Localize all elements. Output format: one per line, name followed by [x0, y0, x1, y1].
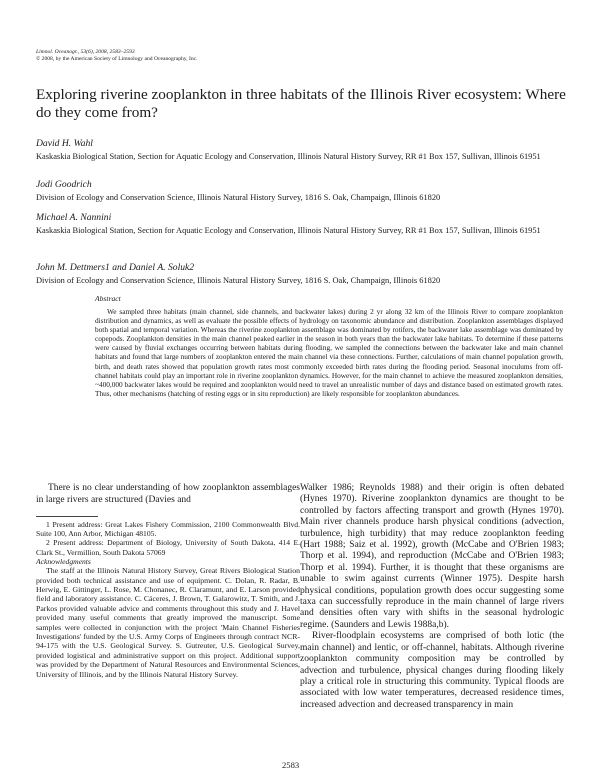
author-name: Michael A. Nannini: [36, 212, 112, 223]
body-paragraph: Walker 1986; Reynolds 1988) and their origin is often debated (Hynes 1970). Riverine zooplankton dynamics are thought to be controlled by factors affecting transport and growth (Hynes 1970). Main river channels produce harsh physical conditions (advection, turbulence, high turbidity) that may reduce zooplankton feeding (Hart 1988; Saiz et al. 1992), growth (McCabe and O'Brien 1983; Thorp et al. 1994), and reproduction (McCabe and O'Brien 1983; Thorp et al. 1994). Further, it is thought that these organisms are unable to swim against currents (Winner 1975). Despite harsh physical conditions, population growth does occur suggesting some taxa can successfully reproduce in the main channel of large rivers and densities often vary with shifts in the seasonal hydrologic regime. (Saunders and Lewis 1988a,b).: [300, 483, 564, 630]
author-affiliation: Kaskaskia Biological Station, Section for Aquatic Ecology and Conservation, Illinois Natural History Survey, RR #1 Box 157, Sullivan, Illinois 61951: [36, 152, 541, 161]
abstract-heading: Abstract: [95, 294, 121, 303]
intro-text: There is no clear understanding of how zooplankton assemblages in large rivers are structured (Davies and: [36, 483, 300, 505]
author-name: John M. Dettmers1 and Daniel A. Soluk2: [36, 262, 195, 273]
citation-line: Limnol. Oceanogr., 53(6), 2008, 2583–2593: [36, 49, 135, 55]
left-column-intro: [36, 483, 300, 506]
author-name: Jodi Goodrich: [36, 179, 92, 190]
footnote: 1 Present address: Great Lakes Fishery Commission, 2100 Commonwealth Blvd. Suite 100, Ann Arbor, Michigan 48105.: [36, 520, 300, 539]
author-name: David H. Wahl: [36, 138, 93, 149]
footnote-rule: [36, 516, 98, 517]
author-affiliation: Division of Ecology and Conservation Science, Illinois Natural History Survey, 1816 S. Oak, Champaign, Illinois 61820: [36, 276, 441, 285]
article-title: Exploring riverine zooplankton in three habitats of the Illinois River ecosystem: Where do they come from?: [36, 86, 566, 121]
abstract-body: [95, 307, 563, 398]
abstract-text: We sampled three habitats (main channel, side channels, and backwater lakes) during 2 yr along 32 km of the Illinois River to compare zooplankton distribution and dynamics, as well as evaluate the possible effects of hydrology on taxonomic abundance and distribution. Zooplankton assemblages displayed both spatial and temporal variation. Whereas the riverine zooplankton assemblage was dominated by rotifers, the backwater lake assemblage was dominated by copepods. Zooplankton densities in the main channel peaked earlier in the season in both years than the backwater lake habitats. To determine if these patterns were caused by fluvial exchanges occurring between habitats during flooding, we sampled the connections between the backwater lake and main channel habitats and found that large numbers of zooplankton entered the main channel via these connections. Further, calculations of main channel population growth, birth, and death rates showed that population growth rates most commonly exceeded birth rates during the flooding period. Seasonal inoculums from off-channel habitats could play an important role in riverine zooplankton dynamics. However, for the main channel to achieve the measured zooplankton densities, ~400,000 backwater lakes would be required and zooplankton would need to travel an unrealistic number of days and distance based on estimated growth rates. Thus, other mechanisms (hatching of resting eggs or in situ reproduction) are likely responsible for zooplankton abundances.: [95, 307, 563, 398]
journal-citation: [36, 49, 198, 63]
body-paragraph: River-floodplain ecosystems are comprised of both lotic (the main channel) and lentic, or off-channel, habitats. Although riverine zooplankton community composition may be controlled by advection and turbulence, physical changes during flooding likely play a critical role in structuring this community. Typical floods are associated with low water temperatures, decreased residence times, increased advection and decreased transparency in main: [300, 631, 564, 710]
author-affiliation: Kaskaskia Biological Station, Section for Aquatic Ecology and Conservation, Illinois Natural History Survey, RR #1 Box 157, Sullivan, Illinois 61951: [36, 226, 541, 235]
acknowledgments-heading: Acknowledgments: [36, 556, 91, 566]
left-column-notes: [36, 520, 300, 679]
acknowledgments-text: The staff at the Illinois Natural History Survey, Great Rivers Biological Station provided both technical assistance and use of equipment. C. Dolan, R. Radar, B. Herwig, E. Gittinger, L. Rose, M. Chonanec, R. Claramunt, and E. Larson provided field and laboratory assistance. C. Cáceres, J. Brown, T. Galarowitz, T. Smith, and J. Parkos provided valuable advice and comments throughout this study and J. Havel provided many useful comments that greatly improved the manuscript. Some samples were collected in conjunction with the project 'Main Channel Fisheries Investigations' funded by the U.S. Army Corps of Engineers through contract NCR-94-175 with the U.S. Geological Survey. S. Gutreuter, U.S. Geological Survey, provided logistical and administrative support on this project. Additional support was provided by the Department of Natural Resources and Environmental Sciences, University of Illinois, and by the Illinois Natural History Survey.: [36, 566, 300, 679]
footnote: 2 Present address: Department of Biology, University of South Dakota, 414 E. Clark St., Vermillion, South Dakota 57069: [36, 538, 300, 557]
copyright-line: © 2008, by the American Society of Limnology and Oceanography, Inc.: [36, 56, 198, 62]
page-number: 2583: [282, 760, 300, 770]
author-affiliation: Division of Ecology and Conservation Science, Illinois Natural History Survey, 1816 S. Oak, Champaign, Illinois 61820: [36, 193, 441, 202]
right-column: [300, 483, 564, 711]
